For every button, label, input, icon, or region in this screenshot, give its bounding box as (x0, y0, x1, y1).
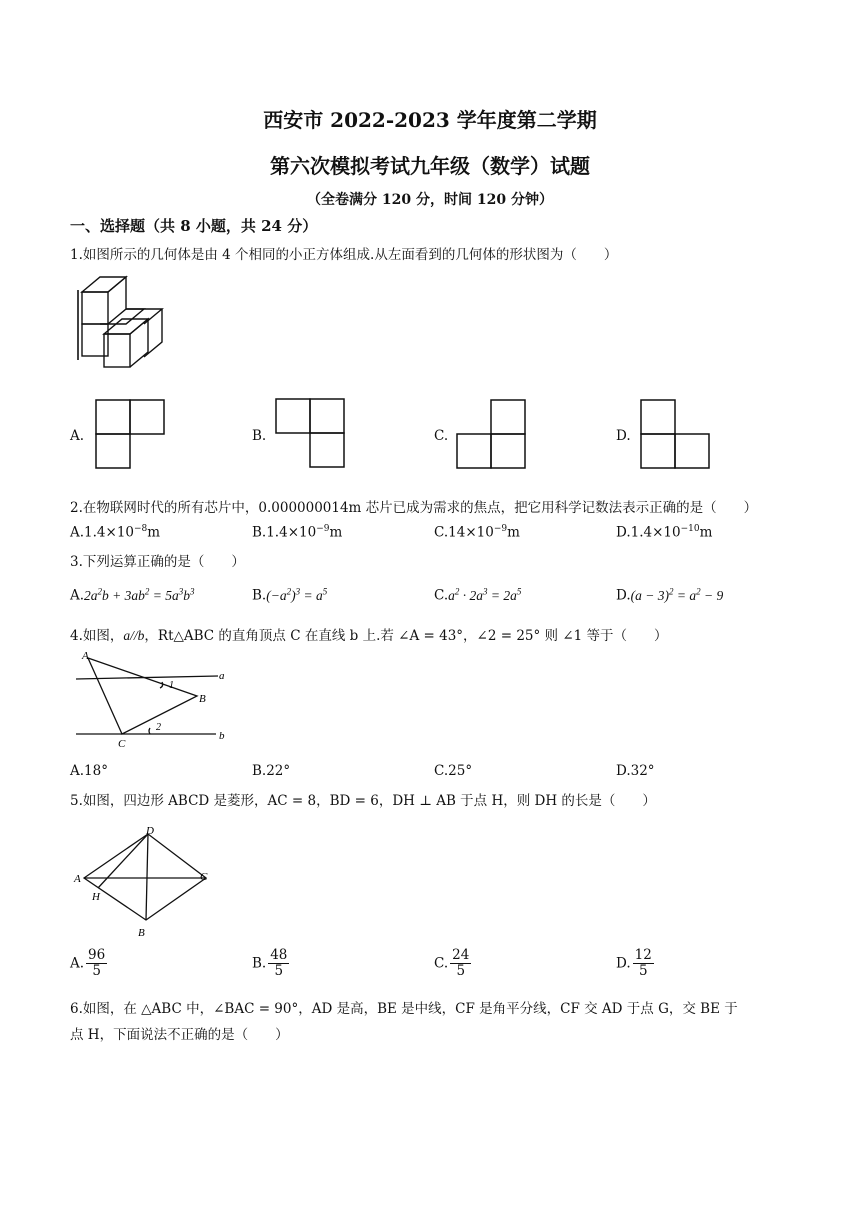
q2-option-d-label: D. (616, 524, 631, 541)
q2-option-b-unit: m (329, 524, 343, 541)
q5-label-a-vertex: A (74, 873, 81, 885)
q4-stem-part-e: 的直角顶点 C 在直线 b 上.若 ∠A = 43°，∠2 = 25° 则 ∠1 等于（ ） (214, 628, 668, 644)
q5-option-d-fraction (633, 948, 654, 979)
q5-label-c-vertex: C (200, 871, 208, 883)
q1-option-b-figure (273, 397, 349, 473)
q2-option-c-label: C. (434, 524, 449, 541)
q5-label-b-vertex: B (138, 927, 145, 938)
q2-option-b (252, 524, 342, 541)
q5-option-d (616, 948, 654, 979)
q4-label-angle-1: 1 (169, 680, 174, 691)
question-2-stem: 2.在物联网时代的所有芯片中，0.000000014m 芯片已成为需求的焦点，把它用科学记数法表示正确的是（ ） (70, 500, 758, 516)
q1-option-c-label: C. (434, 428, 449, 444)
q3-option-d (616, 586, 723, 604)
q4-label-c-vertex: C (118, 738, 126, 750)
q2-option-c-unit: m (507, 524, 520, 541)
q5-option-d-label: D. (616, 955, 631, 972)
q2-option-a-unit: m (147, 524, 161, 541)
q5-option-b-fraction (268, 948, 289, 979)
question-6-stem-line1: 6.如图，在 △ABC 中，∠BAC = 90°，AD 是高，BE 是中线，CF 是角平分线，CF 交 AD 于点 G，交 BE 于 (70, 1001, 738, 1017)
q4-label-a-vertex: A (82, 650, 89, 662)
q4-label-angle-2: 2 (156, 722, 161, 733)
q2-option-c-exponent: −9 (493, 524, 508, 534)
q2-option-a (70, 524, 160, 541)
q2-option-b-label: B. (252, 524, 267, 541)
q5-option-b-denominator: 5 (274, 962, 284, 979)
q4-stem-triangle: Rt△ABC (157, 628, 215, 644)
q2-option-d-exponent: −10 (680, 524, 700, 534)
q5-label-h-point: H (92, 891, 100, 903)
q5-option-d-numerator: 12 (634, 947, 652, 963)
q2-option-c-mantissa: 14×10 (448, 524, 494, 541)
q1-option-d-label: D. (616, 428, 631, 444)
q4-stem-parallel: a//b (123, 628, 145, 643)
q3-option-d-label: D. (616, 587, 631, 604)
q5-option-c-fraction (450, 948, 471, 979)
q2-option-d-mantissa: 1.4×10 (630, 524, 681, 541)
exam-title-line2: 第六次模拟考试九年级（数学）试题 (270, 154, 590, 178)
q2-option-c (434, 524, 520, 541)
q2-option-a-exponent: −8 (134, 524, 148, 534)
q3-option-b-expression: $(-a^2)^3 = a^5$ (266, 586, 328, 603)
question-4-stem (70, 624, 668, 644)
question-3-stem: 3.下列运算正确的是（ ） (70, 554, 245, 570)
q4-option-c: C.25° (434, 763, 473, 779)
question-5-stem: 5.如图，四边形 ABCD 是菱形，AC = 8，BD = 6，DH ⊥ AB 于点 H，则 DH 的长是（ ） (70, 793, 656, 809)
q3-option-c-label: C. (434, 587, 449, 604)
q3-option-a-expression: $2a^2b + 3ab^2 = 5a^3b^3$ (84, 586, 195, 603)
q5-option-a-denominator: 5 (92, 962, 101, 979)
q5-option-c (434, 948, 471, 979)
q4-option-a: A.18° (70, 763, 108, 779)
q5-option-b-label: B. (252, 955, 267, 972)
q4-figure (72, 646, 232, 752)
q3-option-d-expression: $(a - 3)^2 = a^2 - 9$ (630, 586, 724, 603)
q1-option-b-label: B. (252, 428, 267, 444)
q5-option-a-fraction (86, 948, 107, 979)
q3-option-b (252, 586, 327, 604)
q5-option-c-denominator: 5 (456, 962, 466, 979)
q3-option-b-label: B. (252, 587, 267, 604)
question-6-stem-line2: 点 H，下面说法不正确的是（ ） (70, 1027, 289, 1043)
q5-label-d-vertex: D (146, 825, 154, 837)
q2-option-b-mantissa: 1.4×10 (266, 524, 317, 541)
q4-label-b-vertex: B (199, 693, 206, 705)
q1-option-d-figure (638, 397, 714, 473)
q4-stem-part-c: ， (144, 628, 158, 644)
q1-solid-figure (74, 272, 164, 372)
q3-option-c-expression: $a^2 \cdot 2a^3 = 2a^5$ (448, 586, 522, 603)
q1-option-a-figure (92, 397, 168, 473)
q2-option-a-label: A. (70, 524, 85, 541)
q2-option-d-unit: m (699, 524, 713, 541)
q1-option-c-figure (454, 397, 530, 473)
q5-option-d-denominator: 5 (638, 962, 648, 979)
q4-stem-part-a: 4.如图， (70, 628, 124, 644)
q5-option-a (70, 948, 107, 979)
q5-option-a-numerator: 96 (88, 947, 106, 963)
q4-option-d: D.32° (616, 763, 655, 779)
q3-option-a (70, 586, 195, 604)
q5-option-c-label: C. (434, 955, 449, 972)
q2-option-a-mantissa: 1.4×10 (84, 524, 135, 541)
exam-title-line1: 西安市 2022-2023 学年度第二学期 (263, 108, 597, 132)
q1-option-a-label: A. (70, 428, 85, 444)
exam-subtitle: （全卷满分 120 分，时间 120 分钟） (307, 192, 553, 208)
q3-option-a-label: A. (70, 587, 85, 604)
q4-option-b: B.22° (252, 763, 291, 779)
q3-option-c (434, 586, 521, 604)
q5-option-c-numerator: 24 (452, 947, 470, 963)
q4-label-line-b: b (219, 730, 225, 742)
q4-label-line-a: a (219, 670, 225, 682)
q5-option-a-label: A. (70, 955, 85, 972)
section-heading: 一、选择题（共 8 小题，共 24 分） (70, 217, 318, 235)
q5-figure (72, 820, 222, 938)
q2-option-b-exponent: −9 (316, 524, 330, 534)
question-1-stem: 1.如图所示的几何体是由 4 个相同的小正方体组成.从左面看到的几何体的形状图为（ ） (70, 247, 618, 263)
q2-option-d (616, 524, 712, 541)
q5-option-b (252, 948, 289, 979)
q5-option-b-numerator: 48 (270, 947, 288, 963)
